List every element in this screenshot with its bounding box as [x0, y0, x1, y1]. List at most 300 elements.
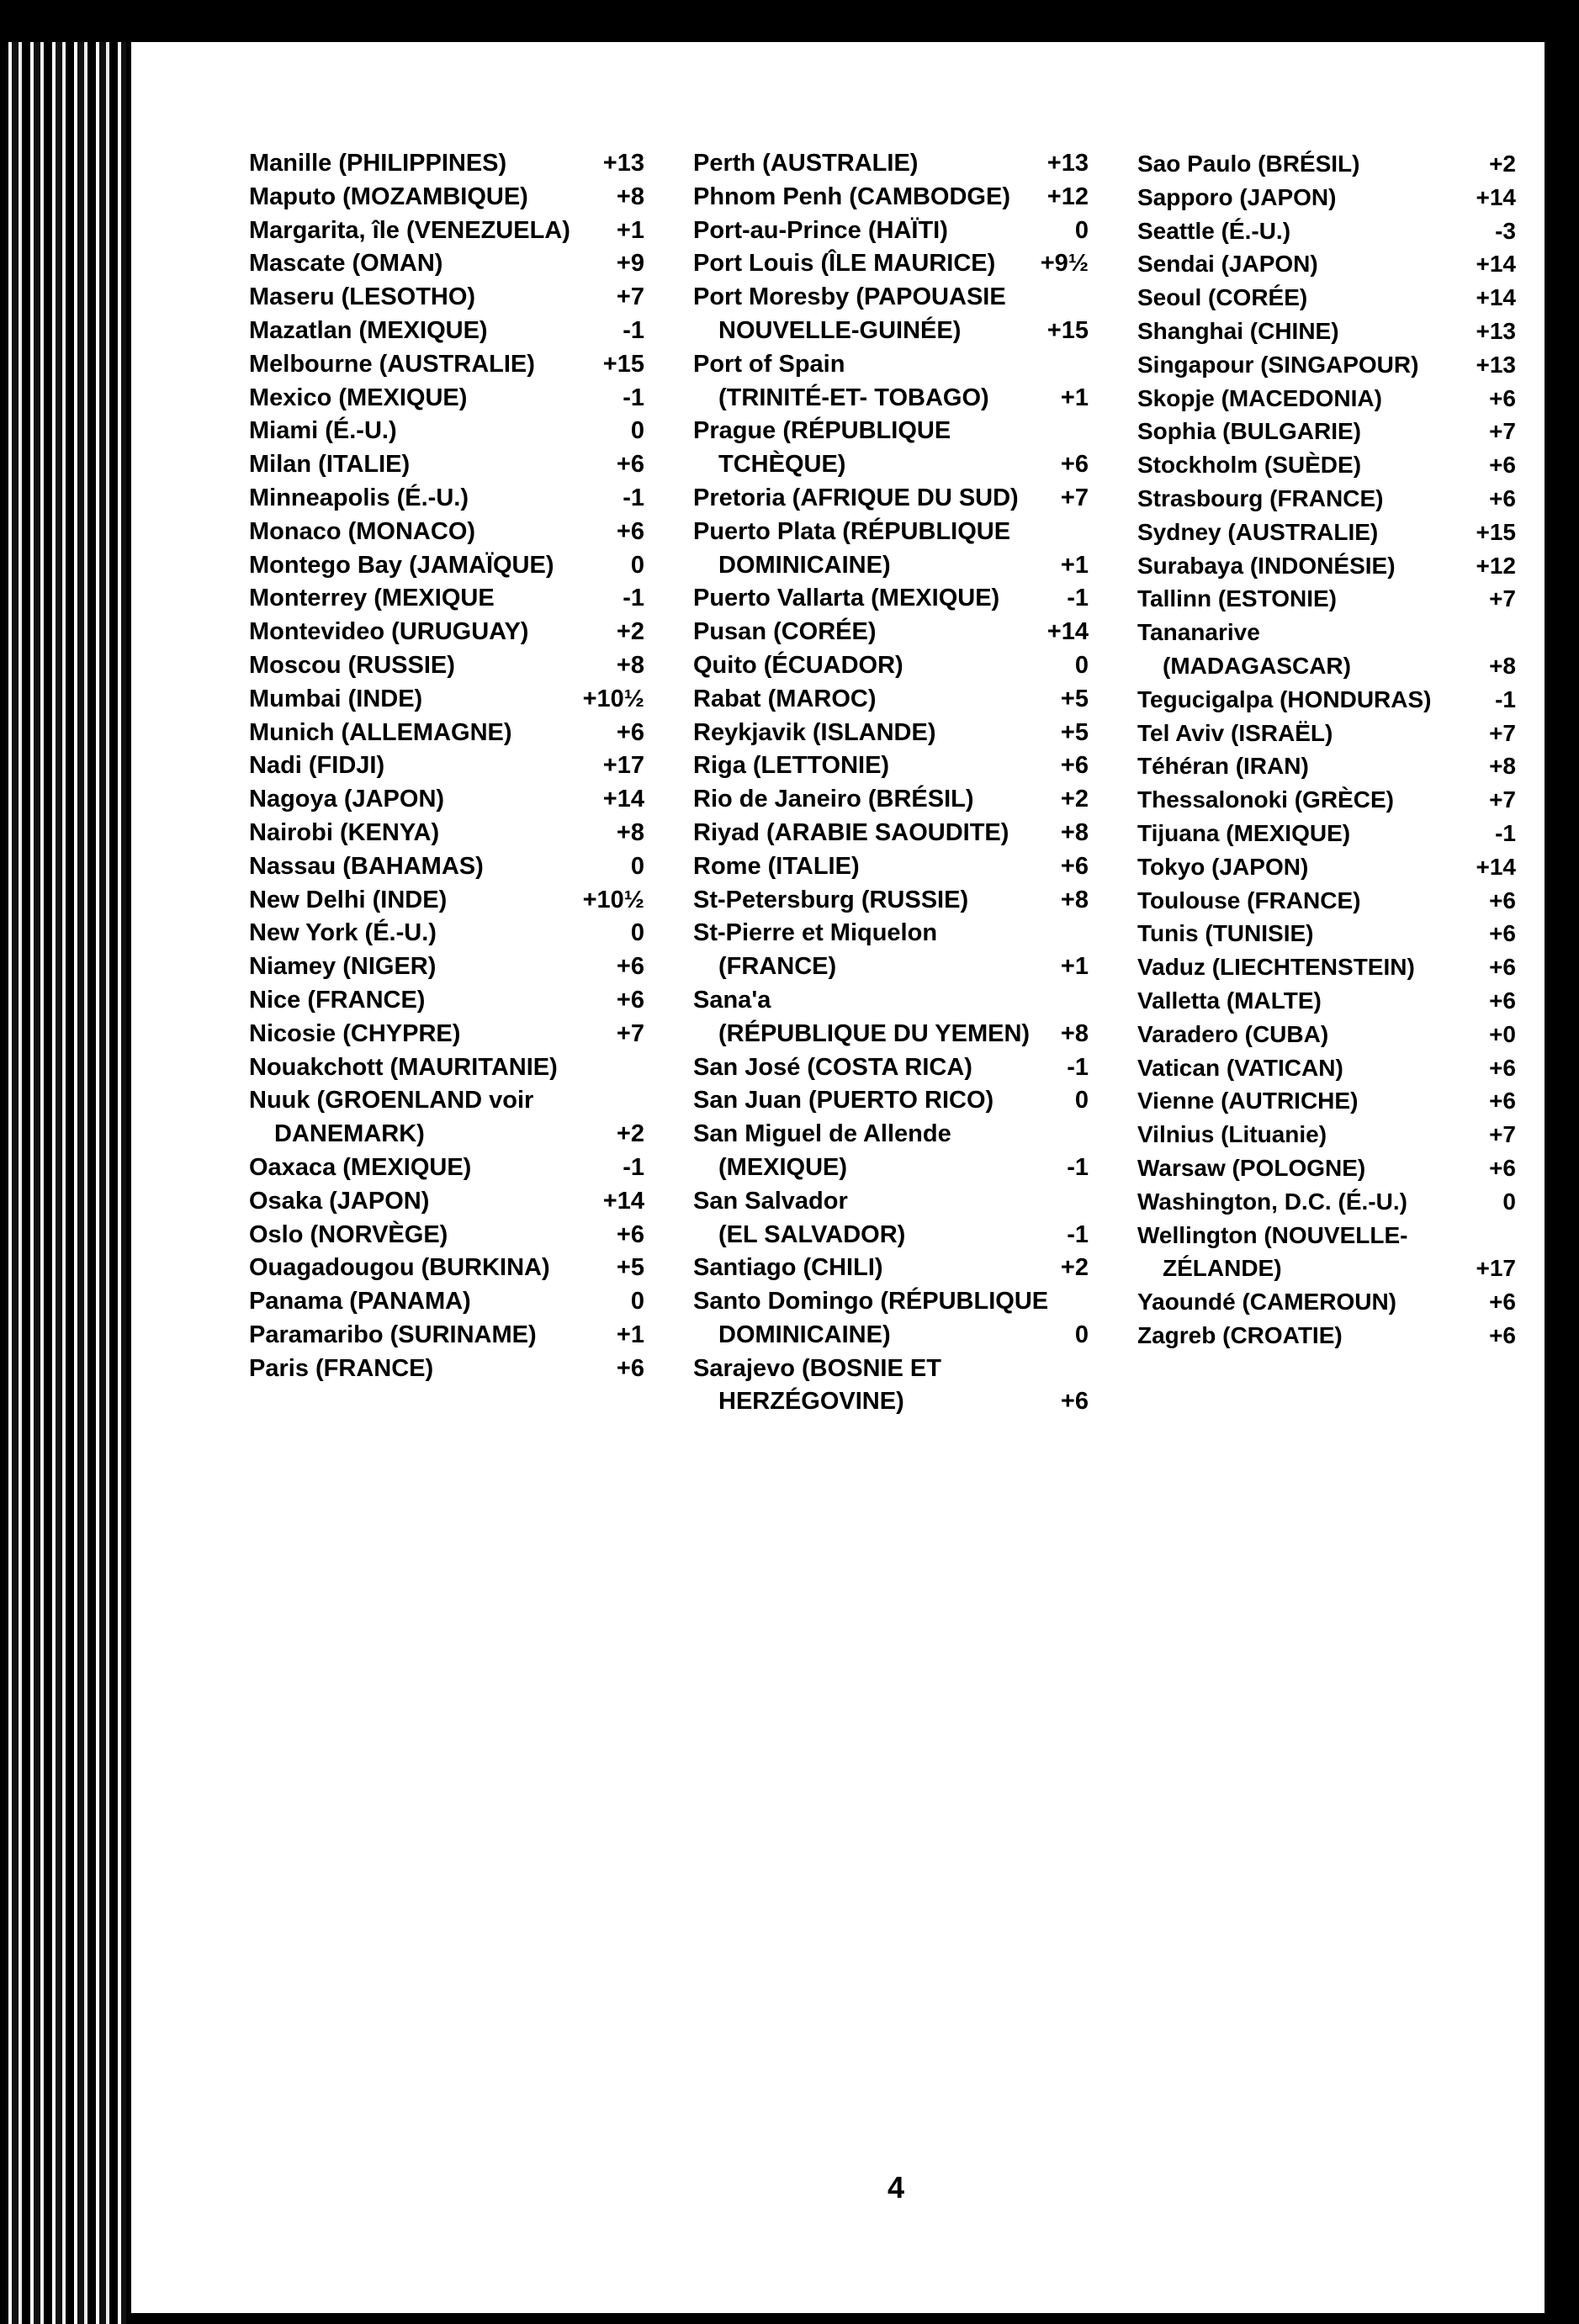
- utc-offset: +6: [1489, 384, 1516, 411]
- timezone-entry: [693, 1285, 1089, 1319]
- timezone-entry: [249, 616, 644, 649]
- timezone-entry: [1137, 1219, 1516, 1252]
- timezone-entry: [249, 917, 644, 950]
- timezone-entry: [693, 482, 1089, 516]
- timezone-entry: [1137, 147, 1516, 181]
- city-name-continued: DOMINICAINE): [718, 1321, 891, 1348]
- timezone-entry: [249, 348, 644, 382]
- city-name: San Miguel de Allende: [693, 1120, 951, 1148]
- utc-offset: +13: [1476, 351, 1516, 378]
- city-name: Vilnius (Lituanie): [1137, 1121, 1327, 1148]
- utc-offset: +14: [1476, 284, 1516, 311]
- city-name: Munich (ALLEMAGNE): [249, 718, 512, 746]
- city-name: Montego Bay (JAMAÏQUE): [249, 551, 554, 579]
- timezone-entry: [693, 181, 1089, 214]
- city-name: Paris (FRANCE): [249, 1354, 434, 1382]
- city-name: Margarita, île (VENEZUELA): [249, 216, 570, 244]
- timezone-entry: [693, 348, 1089, 382]
- timezone-entry: [1137, 448, 1516, 482]
- timezone-entry: [249, 884, 644, 918]
- book-binding-edge: [0, 0, 126, 2324]
- city-name: Nassau (BAHAMAS): [249, 852, 484, 880]
- utc-offset: 0: [630, 919, 644, 947]
- timezone-entry: [1137, 1185, 1516, 1219]
- city-name: Manille (PHILIPPINES): [249, 150, 507, 177]
- city-name: Téhéran (IRAN): [1137, 753, 1309, 780]
- city-name: Tananarive: [1137, 619, 1260, 646]
- utc-offset: +14: [1476, 183, 1516, 210]
- city-name: Singapour (SINGAPOUR): [1137, 351, 1419, 378]
- timezone-entry: [249, 382, 644, 416]
- timezone-entry: [1137, 616, 1516, 649]
- timezone-entry: [693, 717, 1089, 750]
- utc-offset: +12: [1046, 183, 1089, 210]
- utc-offset: +1: [1060, 384, 1089, 411]
- utc-offset: +6: [1489, 452, 1516, 479]
- timezone-entry: [1137, 783, 1516, 817]
- timezone-entry: [1137, 717, 1516, 750]
- utc-offset: +2: [616, 1120, 644, 1148]
- city-name: Wellington (NOUVELLE-: [1137, 1221, 1408, 1248]
- timezone-entry: [1137, 1151, 1516, 1185]
- city-name: Sao Paulo (BRÉSIL): [1137, 151, 1360, 177]
- city-name: Riyad (ARABIE SAOUDITE): [693, 818, 1009, 846]
- timezone-entry: [693, 147, 1089, 181]
- utc-offset: -1: [1067, 1220, 1089, 1248]
- timezone-entry: [1137, 516, 1516, 549]
- city-name: San Juan (PUERTO RICO): [693, 1087, 994, 1114]
- utc-offset: +1: [1060, 953, 1089, 981]
- utc-offset: +6: [1489, 484, 1516, 511]
- utc-offset: +1: [1060, 551, 1089, 579]
- city-name: Zagreb (CROATIE): [1137, 1321, 1343, 1348]
- utc-offset: -1: [1067, 1153, 1089, 1181]
- city-name-continued: HERZÉGOVINE): [718, 1388, 904, 1416]
- utc-offset: +7: [1489, 418, 1516, 445]
- timezone-column-3: [1137, 147, 1516, 1353]
- timezone-entry: [1137, 415, 1516, 448]
- timezone-entry: [249, 147, 644, 181]
- city-name: Rio de Janeiro (BRÉSIL): [693, 786, 974, 813]
- city-name: Ouagadougou (BURKINA): [249, 1254, 550, 1282]
- utc-offset: 0: [1074, 1321, 1089, 1348]
- city-name: Riga (LETTONIE): [693, 752, 890, 780]
- timezone-entry: [249, 1219, 644, 1252]
- city-name: Shanghai (CHINE): [1137, 317, 1339, 344]
- timezone-entry: [1137, 1084, 1516, 1118]
- timezone-entry: [249, 1051, 644, 1085]
- city-name: Varadero (CUBA): [1137, 1020, 1329, 1047]
- timezone-entry: [249, 1118, 644, 1151]
- utc-offset: +7: [616, 1019, 644, 1047]
- utc-offset: +7: [1489, 719, 1516, 746]
- page-number: 4: [888, 2170, 905, 2205]
- timezone-entry: [693, 950, 1089, 984]
- city-name: Oslo (NORVÈGE): [249, 1220, 448, 1248]
- utc-offset: +5: [1060, 685, 1089, 712]
- utc-offset: +10½: [582, 685, 644, 712]
- utc-offset: -1: [1495, 686, 1516, 712]
- timezone-entry: [1137, 649, 1516, 683]
- timezone-entry: [249, 1018, 644, 1051]
- utc-offset: +6: [1060, 752, 1089, 780]
- utc-offset: +8: [616, 651, 644, 679]
- utc-offset: +15: [1046, 316, 1089, 344]
- utc-offset: +14: [602, 786, 644, 813]
- utc-offset: +6: [616, 517, 644, 545]
- timezone-entry: [249, 817, 644, 850]
- timezone-entry: [693, 884, 1089, 918]
- timezone-entry: [693, 1151, 1089, 1185]
- timezone-entry: [249, 415, 644, 448]
- city-name: Tallinn (ESTONIE): [1137, 585, 1337, 612]
- timezone-entry: [693, 1219, 1089, 1252]
- city-name: Monaco (MONACO): [249, 517, 476, 545]
- utc-offset: +8: [616, 183, 644, 210]
- utc-offset: -3: [1495, 217, 1516, 244]
- timezone-entry: [1137, 817, 1516, 850]
- utc-offset: +6: [616, 1354, 644, 1382]
- timezone-entry: [249, 783, 644, 817]
- utc-offset: +5: [616, 1254, 644, 1282]
- city-name: Milan (ITALIE): [249, 451, 411, 479]
- utc-offset: +6: [1489, 1154, 1516, 1181]
- utc-offset: +12: [1476, 552, 1516, 579]
- timezone-entry: [1137, 1018, 1516, 1051]
- utc-offset: +0: [1489, 1020, 1516, 1047]
- city-name: St-Petersburg (RUSSIE): [693, 886, 969, 913]
- utc-offset: +15: [602, 350, 644, 378]
- timezone-entry: [249, 1252, 644, 1285]
- city-name: Puerto Plata (RÉPUBLIQUE: [693, 517, 1011, 545]
- utc-offset: +6: [1489, 1088, 1516, 1114]
- timezone-entry: [249, 1084, 644, 1118]
- city-name-continued: NOUVELLE-GUINÉE): [718, 316, 962, 344]
- timezone-entry: [693, 1385, 1089, 1419]
- timezone-entry: [1137, 315, 1516, 348]
- timezone-entry: [693, 1118, 1089, 1151]
- timezone-entry: [1137, 1319, 1516, 1353]
- city-name-continued: (MADAGASCAR): [1163, 652, 1351, 679]
- timezone-entry: [693, 582, 1089, 616]
- city-name-continued: DANEMARK): [274, 1120, 425, 1148]
- city-name: Moscou (RUSSIE): [249, 651, 455, 679]
- timezone-entry: [249, 516, 644, 549]
- timezone-entry: [693, 1185, 1089, 1219]
- timezone-entry: [693, 549, 1089, 583]
- city-name: Warsaw (POLOGNE): [1137, 1154, 1366, 1181]
- utc-offset: +2: [1060, 1254, 1089, 1282]
- utc-offset: 0: [630, 1288, 644, 1316]
- utc-offset: +6: [1489, 954, 1516, 981]
- city-name: Sophia (BULGARIE): [1137, 418, 1361, 445]
- timezone-entry: [249, 281, 644, 315]
- city-name: Quito (ÉCUADOR): [693, 651, 903, 679]
- city-name: Seattle (É.-U.): [1137, 217, 1291, 244]
- utc-offset: +2: [1060, 786, 1089, 813]
- city-name: Monterrey (MEXIQUE: [249, 585, 495, 612]
- city-name: Maputo (MOZAMBIQUE): [249, 183, 528, 210]
- timezone-entry: [1137, 683, 1516, 717]
- utc-offset: +6: [616, 1220, 644, 1248]
- city-name: Perth (AUSTRALIE): [693, 150, 919, 177]
- city-name: Pretoria (AFRIQUE DU SUD): [693, 484, 1019, 511]
- timezone-entry: [693, 247, 1089, 281]
- utc-offset: +2: [1489, 151, 1516, 177]
- timezone-column-2: [693, 147, 1089, 1419]
- utc-offset: +8: [1060, 1019, 1089, 1047]
- city-name: Mascate (OMAN): [249, 250, 443, 278]
- city-name: Mazatlan (MEXIQUE): [249, 316, 488, 344]
- city-name: Niamey (NIGER): [249, 953, 437, 981]
- utc-offset: +9½: [1040, 250, 1089, 278]
- city-name: Montevideo (URUGUAY): [249, 618, 529, 646]
- city-name: Tunis (TUNISIE): [1137, 920, 1314, 947]
- city-name: Prague (RÉPUBLIQUE: [693, 417, 951, 445]
- timezone-entry: [249, 448, 644, 482]
- timezone-entry: [249, 1185, 644, 1219]
- timezone-entry: [693, 448, 1089, 482]
- utc-offset: +6: [1489, 920, 1516, 947]
- utc-offset: +13: [1476, 317, 1516, 344]
- scan-top-border: [0, 0, 1579, 42]
- city-name: Vatican (VATICAN): [1137, 1054, 1343, 1081]
- timezone-entry: [693, 281, 1089, 315]
- city-name: Sarajevo (BOSNIE ET: [693, 1354, 941, 1382]
- city-name-continued: DOMINICAINE): [718, 551, 891, 579]
- utc-offset: +8: [616, 818, 644, 846]
- city-name-continued: (RÉPUBLIQUE DU YEMEN): [718, 1019, 1031, 1047]
- city-name: New Delhi (INDE): [249, 886, 448, 913]
- timezone-entry: [693, 1252, 1089, 1285]
- utc-offset: +14: [1476, 853, 1516, 880]
- utc-offset: +8: [1060, 818, 1089, 846]
- city-name: San José (COSTA RICA): [693, 1053, 972, 1081]
- utc-offset: +7: [1489, 1121, 1516, 1148]
- timezone-entry: [249, 717, 644, 750]
- utc-offset: +2: [616, 618, 644, 646]
- utc-offset: +13: [602, 150, 644, 177]
- city-name: Maseru (LESOTHO): [249, 283, 476, 311]
- utc-offset: 0: [1074, 216, 1089, 244]
- city-name: Washington, D.C. (É.-U.): [1137, 1188, 1407, 1215]
- timezone-entry: [1137, 1118, 1516, 1151]
- utc-offset: +14: [1476, 251, 1516, 278]
- city-name: Valletta (MALTE): [1137, 987, 1322, 1014]
- city-name: Mumbai (INDE): [249, 685, 423, 712]
- utc-offset: 0: [1074, 1087, 1089, 1114]
- timezone-column-1: [249, 147, 644, 1385]
- utc-offset: +14: [1046, 618, 1089, 646]
- timezone-entry: [693, 415, 1089, 448]
- timezone-entry: [693, 382, 1089, 416]
- timezone-entry: [1137, 984, 1516, 1018]
- utc-offset: +6: [616, 986, 644, 1014]
- city-name: Pusan (CORÉE): [693, 618, 877, 646]
- utc-offset: +6: [1060, 852, 1089, 880]
- utc-offset: +17: [1476, 1255, 1516, 1282]
- city-name: Nouakchott (MAURITANIE): [249, 1053, 558, 1081]
- timezone-entry: [693, 1353, 1089, 1386]
- timezone-entry: [249, 549, 644, 583]
- city-name-continued: (MEXIQUE): [718, 1153, 848, 1181]
- city-name: Nicosie (CHYPRE): [249, 1019, 461, 1047]
- utc-offset: +1: [616, 216, 644, 244]
- timezone-entry: [249, 214, 644, 248]
- utc-offset: -1: [1067, 1053, 1089, 1081]
- timezone-entry: [693, 749, 1089, 783]
- timezone-entry: [249, 1319, 644, 1353]
- city-name: Stockholm (SUÈDE): [1137, 452, 1362, 479]
- city-name: Panama (PANAMA): [249, 1288, 471, 1316]
- city-name: San Salvador: [693, 1187, 848, 1215]
- city-name-continued: (TRINITÉ-ET- TOBAGO): [718, 384, 989, 411]
- timezone-entry: [1137, 181, 1516, 214]
- utc-offset: +17: [602, 752, 644, 780]
- utc-offset: +8: [1489, 652, 1516, 679]
- utc-offset: +15: [1476, 518, 1516, 545]
- utc-offset: -1: [1495, 819, 1516, 846]
- city-name: Melbourne (AUSTRALIE): [249, 350, 535, 378]
- city-name: Phnom Penh (CAMBODGE): [693, 183, 1010, 210]
- utc-offset: +6: [616, 451, 644, 479]
- timezone-entry: [693, 516, 1089, 549]
- utc-offset: [638, 1051, 644, 1085]
- utc-offset: +14: [602, 1187, 644, 1215]
- timezone-entry: [693, 649, 1089, 683]
- utc-offset: -1: [623, 484, 644, 511]
- utc-offset: +7: [1060, 484, 1089, 511]
- timezone-entry: [1137, 1051, 1516, 1085]
- timezone-entry: [1137, 281, 1516, 315]
- city-name: Port Louis (ÎLE MAURICE): [693, 250, 996, 278]
- city-name: Port-au-Prince (HAÏTI): [693, 216, 948, 244]
- utc-offset: 0: [1502, 1188, 1516, 1215]
- city-name: Sydney (AUSTRALIE): [1137, 518, 1379, 545]
- city-name: Oaxaca (MEXIQUE): [249, 1153, 472, 1181]
- city-name-continued: TCHÈQUE): [718, 451, 846, 479]
- timezone-entry: [693, 1018, 1089, 1051]
- timezone-entry: [249, 850, 644, 884]
- city-name: Nairobi (KENYA): [249, 818, 440, 846]
- timezone-entry: [693, 1319, 1089, 1353]
- utc-offset: +7: [1489, 786, 1516, 813]
- utc-offset: +13: [1046, 150, 1089, 177]
- city-name-continued: ZÉLANDE): [1163, 1255, 1282, 1282]
- timezone-entry: [693, 984, 1089, 1018]
- timezone-entry: [1137, 850, 1516, 884]
- timezone-entry: [249, 950, 644, 984]
- timezone-entry: [249, 315, 644, 348]
- city-name: Vaduz (LIECHTENSTEIN): [1137, 954, 1415, 981]
- city-name: Sapporo (JAPON): [1137, 183, 1337, 210]
- utc-offset: +6: [1489, 1289, 1516, 1316]
- timezone-entry: [693, 683, 1089, 717]
- city-name: St-Pierre et Miquelon: [693, 919, 938, 947]
- city-name: Osaka (JAPON): [249, 1187, 430, 1215]
- city-name: Surabaya (INDONÉSIE): [1137, 552, 1396, 579]
- timezone-entry: [1137, 549, 1516, 583]
- timezone-entry: [693, 850, 1089, 884]
- city-name: Rome (ITALIE): [693, 852, 860, 880]
- city-name: Thessalonoki (GRÈCE): [1137, 786, 1394, 813]
- utc-offset: +6: [616, 718, 644, 746]
- timezone-entry: [1137, 950, 1516, 984]
- timezone-entry: [693, 1051, 1089, 1085]
- city-name: Nice (FRANCE): [249, 986, 426, 1014]
- city-name: Nuuk (GROENLAND voir: [249, 1087, 534, 1114]
- city-name: New York (É.-U.): [249, 919, 437, 947]
- city-name: Vienne (AUTRICHE): [1137, 1088, 1359, 1114]
- timezone-entry: [249, 683, 644, 717]
- timezone-entry: [693, 315, 1089, 348]
- utc-offset: 0: [630, 852, 644, 880]
- timezone-entry: [1137, 1252, 1516, 1285]
- city-name: Nadi (FIDJI): [249, 752, 385, 780]
- city-name: Tegucigalpa (HONDURAS): [1137, 686, 1432, 712]
- timezone-entry: [249, 247, 644, 281]
- utc-offset: +1: [616, 1321, 644, 1348]
- city-name: Skopje (MACEDONIA): [1137, 384, 1382, 411]
- utc-offset: +8: [1489, 753, 1516, 780]
- city-name: Strasbourg (FRANCE): [1137, 484, 1384, 511]
- city-name: Reykjavik (ISLANDE): [693, 718, 936, 746]
- utc-offset: +7: [1489, 585, 1516, 612]
- scan-right-border: [1539, 0, 1579, 2324]
- timezone-entry: [1137, 884, 1516, 918]
- city-name: Tijuana (MEXIQUE): [1137, 819, 1351, 846]
- utc-offset: 0: [630, 551, 644, 579]
- utc-offset: +6: [1489, 1054, 1516, 1081]
- city-name: Miami (É.-U.): [249, 417, 397, 445]
- city-name: Tel Aviv (ISRAËL): [1137, 719, 1333, 746]
- timezone-entry: [249, 984, 644, 1018]
- utc-offset: -1: [623, 384, 644, 411]
- city-name: Port of Spain: [693, 350, 845, 378]
- utc-offset: +6: [616, 953, 644, 981]
- city-name: Tokyo (JAPON): [1137, 853, 1309, 880]
- utc-offset: -1: [1067, 585, 1089, 612]
- utc-offset: +7: [616, 283, 644, 311]
- timezone-entry: [249, 1353, 644, 1386]
- city-name: Mexico (MEXIQUE): [249, 384, 468, 411]
- city-name: Rabat (MAROC): [693, 685, 877, 712]
- city-name: Santiago (CHILI): [693, 1254, 883, 1282]
- timezone-entry: [249, 181, 644, 214]
- timezone-entry: [1137, 1285, 1516, 1319]
- utc-offset: 0: [630, 417, 644, 445]
- utc-offset: +8: [1060, 886, 1089, 913]
- city-name-continued: (FRANCE): [718, 953, 837, 981]
- timezone-entry: [1137, 582, 1516, 616]
- timezone-entry: [1137, 917, 1516, 950]
- timezone-entry: [1137, 348, 1516, 382]
- city-name: Sendai (JAPON): [1137, 251, 1318, 278]
- utc-offset: +9: [616, 250, 644, 278]
- city-name-continued: (EL SALVADOR): [718, 1220, 906, 1248]
- timezone-entry: [693, 214, 1089, 248]
- timezone-entry: [249, 482, 644, 516]
- timezone-entry: [1137, 247, 1516, 281]
- city-name: Puerto Vallarta (MEXIQUE): [693, 585, 1000, 612]
- timezone-entry: [693, 783, 1089, 817]
- timezone-entry: [249, 582, 644, 616]
- timezone-entry: [693, 616, 1089, 649]
- timezone-entry: [1137, 214, 1516, 248]
- timezone-entry: [249, 1151, 644, 1185]
- timezone-entry: [249, 749, 644, 783]
- city-name: Yaoundé (CAMEROUN): [1137, 1289, 1396, 1316]
